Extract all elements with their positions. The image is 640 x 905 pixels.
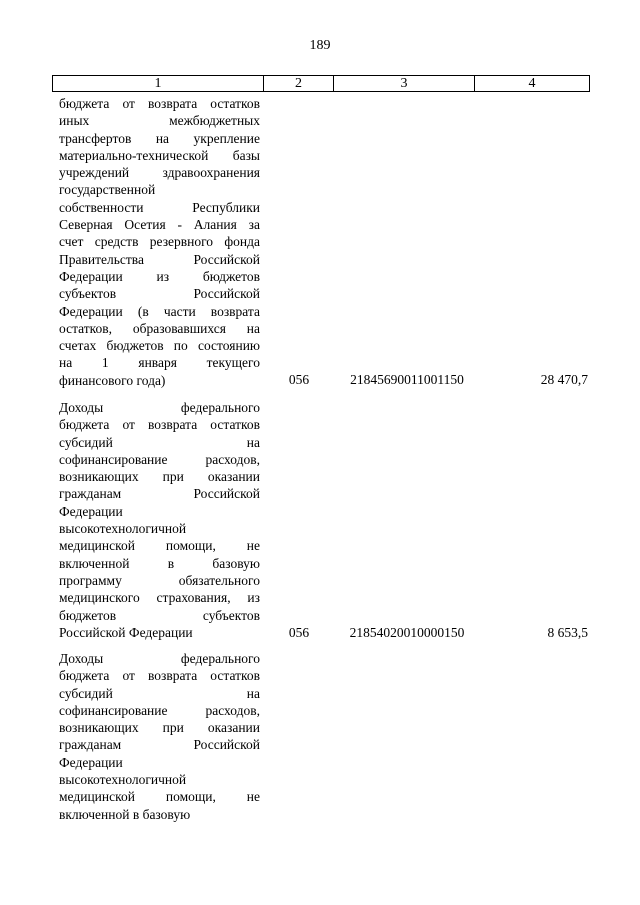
description-line: бюджета от возврата остатков [59, 96, 260, 111]
description-line: медицинской помощи, не [59, 538, 260, 554]
income-description [59, 399, 260, 641]
description-line: трансфертов на укрепление [59, 130, 260, 146]
description-line: иных межбюджетных [59, 113, 260, 129]
description-line: возникающих при оказании [59, 469, 260, 485]
description-line: включенной в базовую [59, 806, 191, 822]
description-line: софинансирование расходов, [59, 451, 260, 467]
description-line: бюджетов субъектов [59, 607, 260, 623]
description-line: субсидий на [59, 434, 260, 450]
description-line: собственности Республики [59, 199, 260, 215]
description-line: Северная Осетия - Алания за [59, 217, 260, 233]
description-line: гражданам Российской [59, 737, 260, 753]
page-number: 189 [309, 38, 331, 53]
amount: 8 653,5 [547, 625, 588, 640]
description-line: материально-технической базы [59, 147, 260, 163]
description-line: финансового года) [59, 372, 166, 388]
description-line: остатков, образовавшихся на [59, 320, 260, 336]
description-line: возникающих при оказании [59, 720, 260, 736]
description-line: Правительства Российской [59, 251, 260, 267]
description-line: высокотехнологичной [59, 521, 187, 537]
description-line: учреждений здравоохранения [59, 165, 260, 181]
description-line: Доходы федерального [59, 651, 260, 666]
description-line: программу обязательного [59, 572, 260, 588]
description-line: Федерации (в части возврата [59, 303, 260, 319]
budget-classification-code: 21854020010000150 [349, 625, 465, 640]
description-line: Доходы федерального [59, 400, 260, 415]
amount: 28 470,7 [540, 372, 588, 387]
description-line: медицинского страхования, из [59, 590, 260, 606]
description-line: гражданам Российской [59, 486, 260, 502]
description-line: счет средств резервного фонда [59, 234, 260, 250]
description-line: бюджета от возврата остатков [59, 417, 260, 433]
description-line: государственной [59, 182, 156, 198]
header-column-4: 4 [528, 76, 536, 91]
description-line: субъектов Российской [59, 286, 260, 302]
description-line: медицинской помощи, не [59, 789, 260, 805]
description-line: высокотехнологичной [59, 772, 187, 788]
description-line: Федерации из бюджетов [59, 268, 260, 284]
description-line: Федерации [59, 754, 123, 770]
description-line: Федерации [59, 503, 123, 519]
description-line: включенной в базовую [59, 555, 260, 571]
description-line: Российской Федерации [59, 624, 193, 640]
budget-classification-code: 21845690011001150 [350, 372, 464, 387]
header-column-1: 1 [53, 76, 264, 91]
income-description [59, 95, 260, 389]
table-header-row [52, 75, 590, 92]
admin-code: 056 [288, 372, 310, 387]
description-line: субсидий на [59, 685, 260, 701]
admin-code: 056 [288, 625, 310, 640]
header-column-2: 2 [264, 76, 334, 91]
header-column-3: 3 [334, 76, 475, 91]
income-description [59, 650, 260, 823]
description-line: софинансирование расходов, [59, 702, 260, 718]
description-line: бюджета от возврата остатков [59, 668, 260, 684]
description-line: счетах бюджетов по состоянию [59, 338, 260, 354]
description-line: на 1 января текущего [59, 355, 260, 371]
